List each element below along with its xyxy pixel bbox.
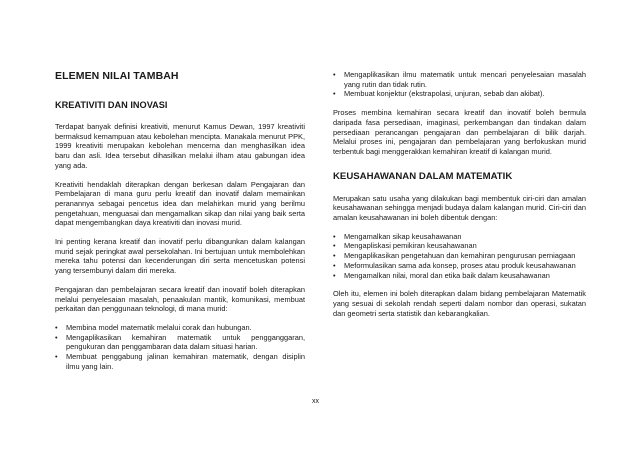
- bullet-icon: •: [333, 89, 336, 99]
- bullet-icon: •: [55, 332, 58, 342]
- list-item: • Membina model matematik melalui corak dan hubungan.: [55, 322, 252, 332]
- list-item: • Mengapliskasi pemikiran keusahawanan: [333, 241, 477, 251]
- bullet-icon: •: [333, 260, 336, 270]
- left-bullet-list: [55, 323, 305, 372]
- left-column: [55, 70, 305, 380]
- section-title: ELEMEN NILAI TAMBAH: [55, 70, 179, 82]
- bullet-icon: •: [333, 251, 336, 261]
- paragraph-entrepreneurship: Merupakan satu usaha yang dilakukan bagi membentuk ciri-ciri dan amalan keusahawanan sehingga menjadi budaya dalam kalangan murid. Ciri-ciri dan amalan keusahawanan ini boleh dibentuk dengan:: [333, 193, 586, 223]
- bullet-icon: •: [333, 270, 336, 280]
- right-mid-bullet-list: [333, 232, 586, 281]
- paragraph-process: Proses membina kemahiran secara kreatif dan inovatif boleh bermula daripada fasa persediaan, imaginasi, perkembangan dan tindakan dalam persediaan perancangan pengajaran dan pembelajaran di bilik darjah. Melalui proses ini, pengajaran dan pembelajaran yang berfokuskan murid terbentuk bagi menggerakkan kemahiran kreatif di kalangan murid.: [333, 108, 586, 156]
- list-item: • Mengaplikasikan pengetahuan dan kemahiran pengurusan perniagaan: [333, 251, 576, 261]
- bullet-icon: •: [55, 322, 58, 332]
- list-item: • Mengaplikasikan ilmu matematik untuk mencari penyelesaian masalah yang rutin dan tidak rutin.: [333, 70, 586, 89]
- section-heading-entrepreneurship: KEUSAHAWANAN DALAM MATEMATIK: [333, 170, 513, 182]
- list-item: • Membuat penggabung jalinan kemahiran matematik, dengan disiplin ilmu yang lain.: [55, 352, 305, 371]
- paragraph-conclusion: Oleh itu, elemen ini boleh diterapkan dalam bidang pembelajaran Matematik yang sesuai di sekolah rendah seperti dalam nombor dan operasi, sukatan dan geometri serta statistik dan kebarangkalian.: [333, 289, 586, 318]
- list-item: • Meformulasikan sama ada konsep, proses atau produk keusahawanan: [333, 260, 576, 270]
- bullet-icon: •: [333, 241, 336, 251]
- right-top-bullet-list: [333, 70, 586, 99]
- paragraph-importance: Ini penting kerana kreatif dan inovatif perlu dibangunkan dalam kalangan murid sejak peringkat awal persekolahan. Ini bertujuan untuk membolehkan mereka tahu potensi dan kecenderungan diri serta mencetuskan potensi yang tersembunyi dalam diri mereka.: [55, 237, 305, 276]
- bullet-icon: •: [55, 352, 58, 362]
- list-item: • Mengamalkan nilai, moral dan etika baik dalam keusahawanan: [333, 270, 550, 280]
- list-item: • Mengaplikasikan kemahiran matematik untuk pengganggaran, pengukuran dan penggambaran data dalam situasi harian.: [55, 332, 305, 352]
- paragraph-methods: Pengajaran dan pembelajaran secara kreatif dan inovatif boleh diterapkan melalui penyelesaian masalah, penaakulan mantik, komunikasi, membuat perkaitan dan penggunaan teknologi, di mana murid:: [55, 284, 305, 314]
- paragraph-application: Kreativiti hendaklah diterapkan dengan berkesan dalam Pengajaran dan Pembelajaran di mana guru perlu kreatif dan inovatif dalam memainkan peranannya sebagai pencetus idea dan melahirkan murid yang berilmu pengetahuan, menguasai dan mengamalkan sikap dan nilai yang baik serta dapat mengembangkan daya kreativiti dan inovasi murid.: [55, 179, 305, 228]
- right-column: [333, 70, 586, 327]
- paragraph-definition: Terdapat banyak definisi kreativiti, menurut Kamus Dewan, 1997 kreativiti bermaksud kemampuan atau kebolehan mencipta. Manakala menurut PPK, 1999 kreativiti merupakan kebolehan mencerna dan menghasilkan idea baru dan asli. Idea tersebut dihasilkan melalui ilham atau gabungan idea yang ada.: [55, 122, 305, 170]
- bullet-icon: •: [333, 231, 336, 241]
- bullet-icon: •: [333, 70, 336, 79]
- page-number: xx: [312, 398, 319, 405]
- list-item: • Mengamalkan sikap keusahawanan: [333, 231, 462, 241]
- list-item: • Membuat konjektur (ekstrapolasi, unjuran, sebab dan akibat).: [333, 89, 545, 99]
- subsection-title: KREATIVITI DAN INOVASI: [55, 100, 168, 110]
